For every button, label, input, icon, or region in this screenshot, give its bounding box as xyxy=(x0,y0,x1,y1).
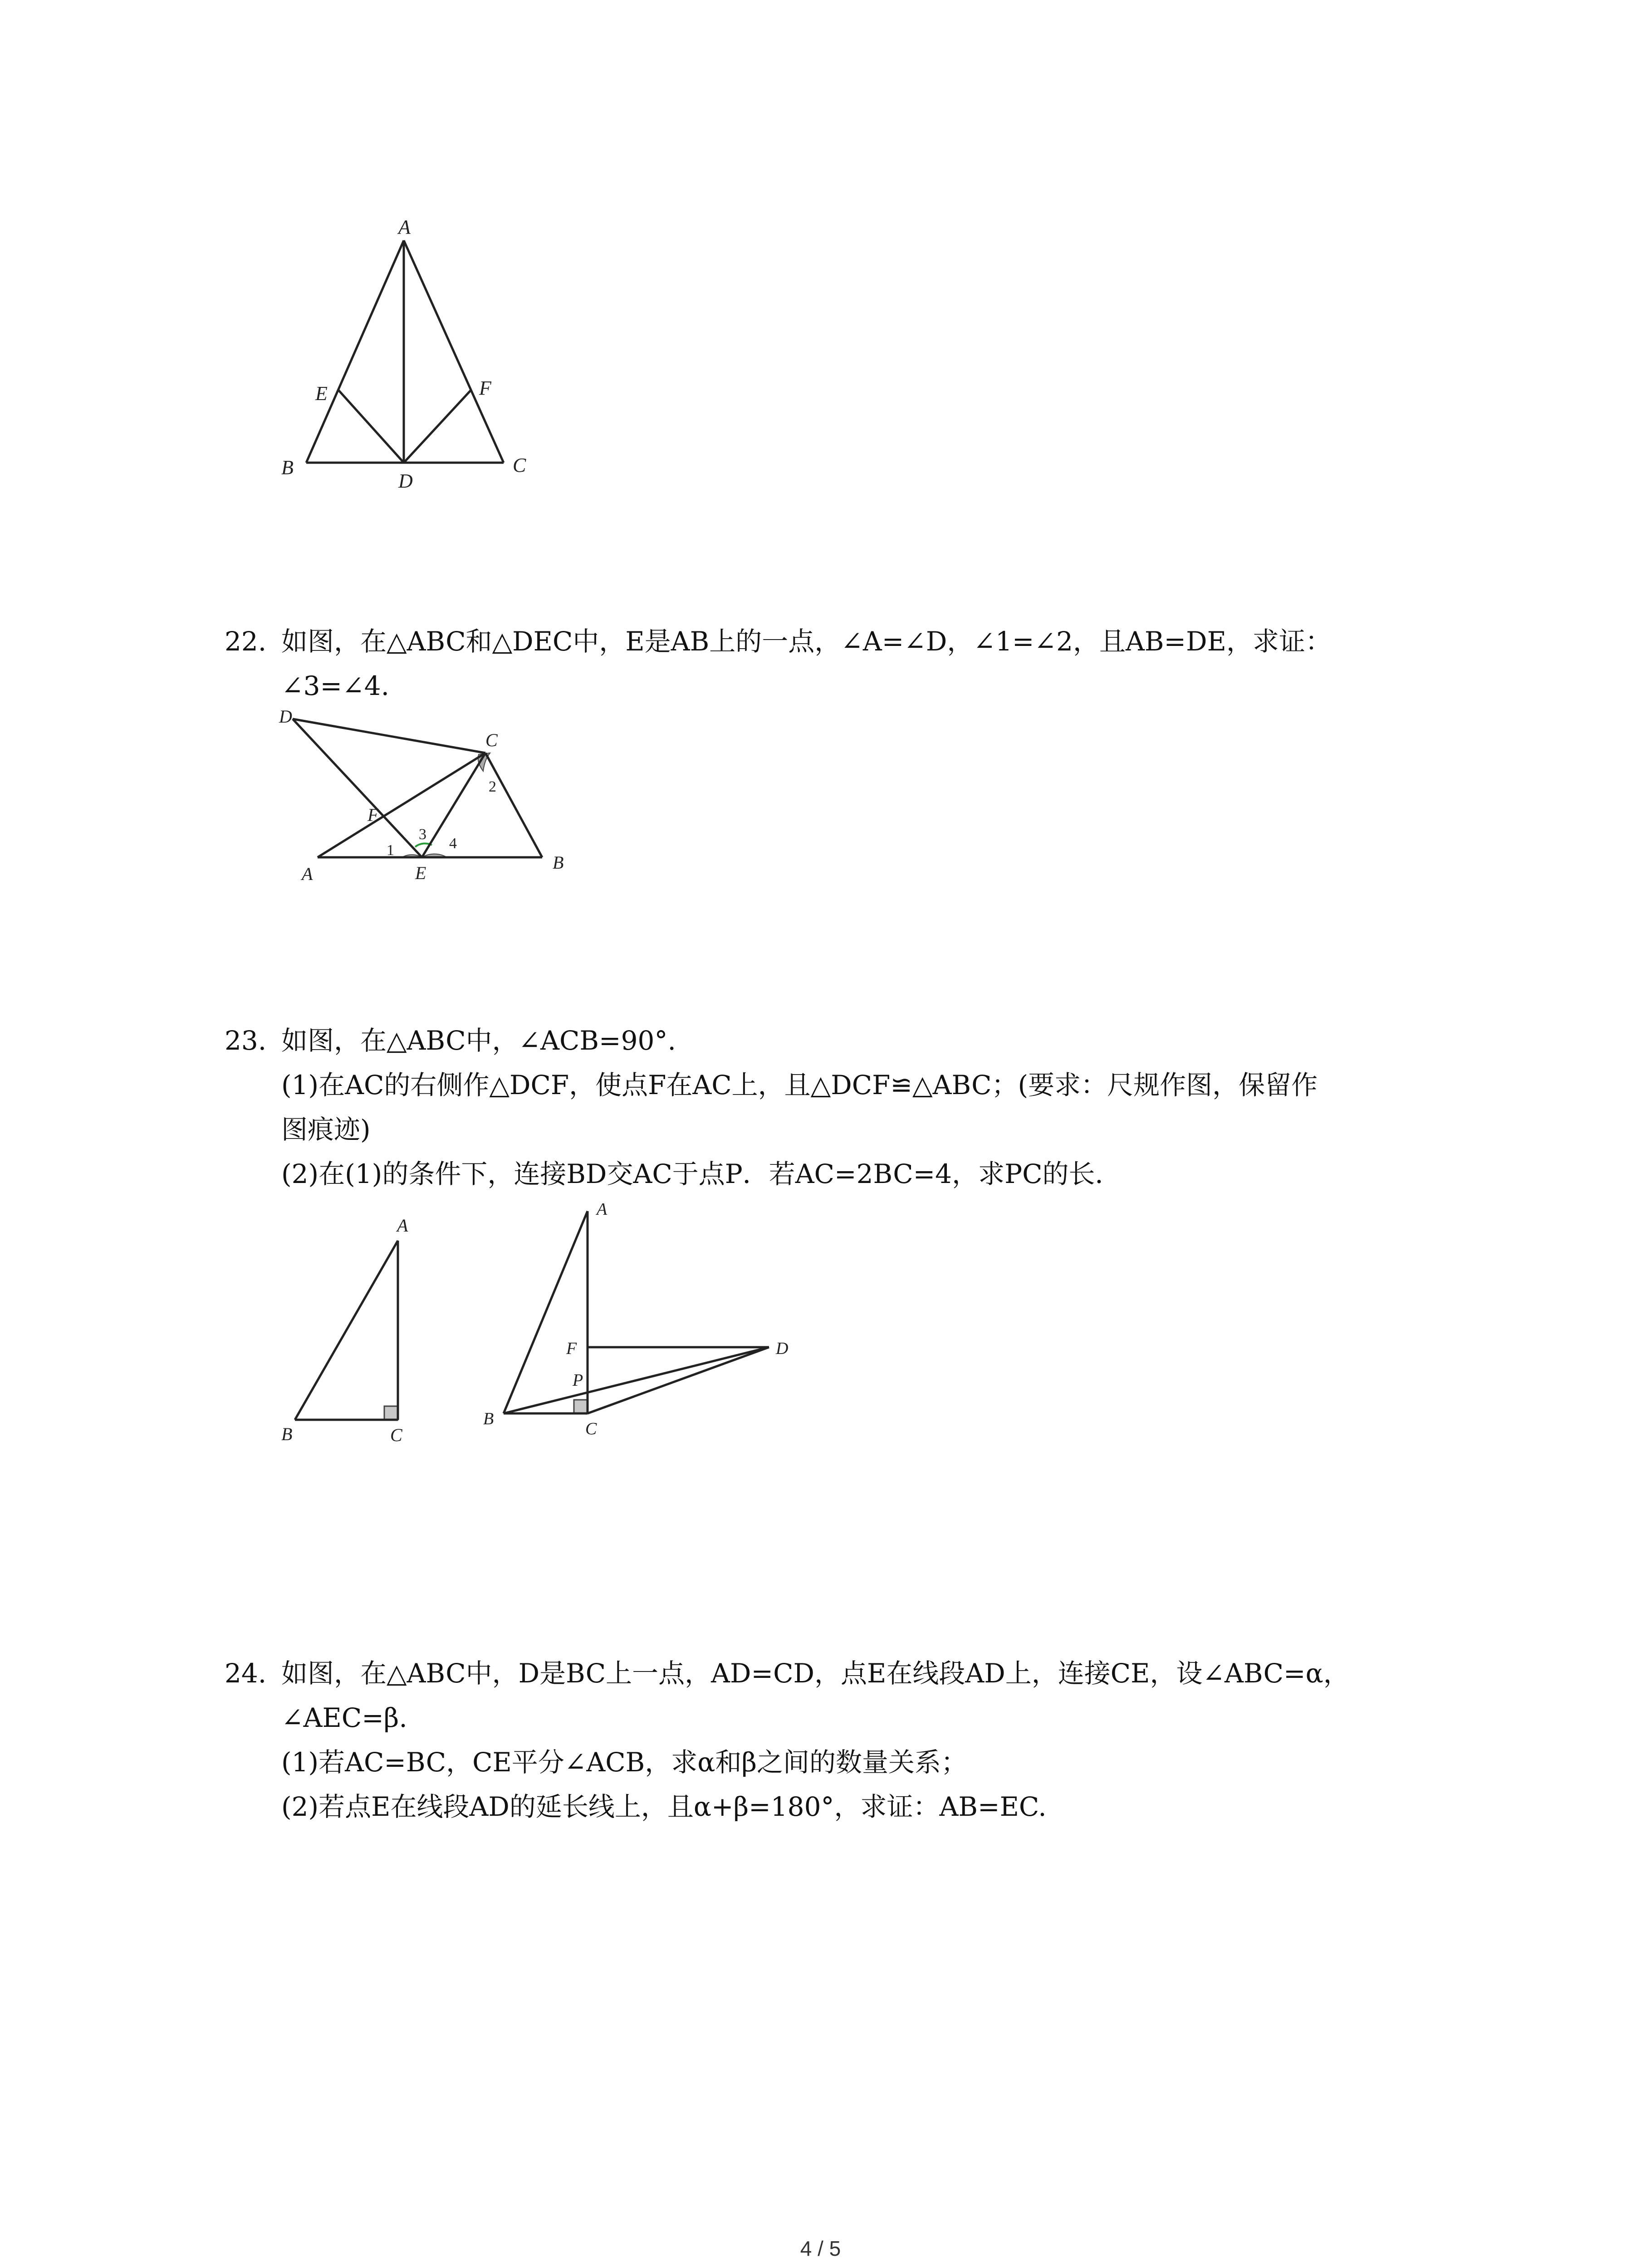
label-A: A xyxy=(597,1200,607,1219)
label-C: C xyxy=(485,730,498,750)
right-angle-mark xyxy=(574,1400,588,1413)
label-angle-2: 2 xyxy=(489,778,496,795)
problem-22-line1: 22. 如图，在△ABC和△DEC中，E是AB上的一点，∠A=∠D，∠1=∠2，且AB=DE，求证： xyxy=(225,619,1450,664)
label-C: C xyxy=(513,454,526,476)
label-F: F xyxy=(367,805,379,825)
line-DE xyxy=(293,719,422,857)
line-CD xyxy=(588,1347,769,1413)
problem-22 xyxy=(225,619,1450,708)
problem-24-line3: (1)若AC=BC，CE平分∠ACB，求α和β之间的数量关系； xyxy=(281,1747,967,1778)
line-DC xyxy=(293,719,485,753)
label-F: F xyxy=(479,377,491,399)
problem-23 xyxy=(225,1018,1450,1196)
label-B: B xyxy=(281,1424,293,1444)
line-AB xyxy=(306,240,404,463)
label-A: A xyxy=(397,1216,408,1236)
label-A: A xyxy=(302,864,313,884)
problem-22-line2: ∠3=∠4. xyxy=(281,670,390,701)
figure-23-left xyxy=(268,1216,431,1452)
page-number: 4 / 5 xyxy=(800,2237,841,2260)
problem-24-number: 24. xyxy=(225,1658,267,1689)
label-angle-3: 3 xyxy=(419,826,426,843)
figure-23-left-svg xyxy=(268,1216,431,1452)
problem-23-line2: (1)在AC的右侧作△DCF，使点F在AC上，且△DCF≌△ABC；(要求：尺规作图，保留作 xyxy=(281,1070,1318,1100)
label-P: P xyxy=(573,1371,583,1390)
label-B: B xyxy=(483,1409,494,1428)
line-AC xyxy=(318,753,485,857)
label-E: E xyxy=(315,382,328,405)
line-AB xyxy=(295,1241,398,1420)
label-F: F xyxy=(566,1339,577,1358)
label-angle-4: 4 xyxy=(449,835,457,852)
figure-22 xyxy=(268,701,594,891)
problem-24-line4: (2)若点E在线段AD的延长线上，且α+β=180°，求证：AB=EC. xyxy=(281,1791,1047,1822)
label-B: B xyxy=(553,852,564,873)
problem-23-number: 23. xyxy=(225,1025,267,1056)
label-B: B xyxy=(281,456,294,479)
line-BD xyxy=(504,1347,769,1413)
line-BC xyxy=(485,753,542,857)
figure-21 xyxy=(254,209,572,499)
problem-23-line1: 23. 如图，在△ABC中，∠ACB=90°. xyxy=(225,1018,1450,1063)
line-FD xyxy=(404,390,471,463)
line-AC xyxy=(404,240,504,463)
label-A: A xyxy=(398,216,411,238)
problem-24-line1: 24. 如图，在△ABC中，D是BC上一点，AD=CD，点E在线段AD上，连接CE，设∠ABC=α， xyxy=(225,1651,1450,1696)
problem-22-number: 22. xyxy=(225,626,267,657)
label-D: D xyxy=(398,470,413,492)
figure-23-right-svg xyxy=(472,1193,798,1456)
figure-21-svg xyxy=(254,209,572,499)
problem-23-line3: 图痕迹) xyxy=(281,1114,371,1145)
label-angle-1: 1 xyxy=(387,842,394,859)
problem-24 xyxy=(225,1651,1450,1829)
problem-24-line2: ∠AEC=β. xyxy=(281,1702,407,1733)
problem-23-line4: (2)在(1)的条件下，连接BD交AC于点P．若AC=2BC=4，求PC的长． xyxy=(281,1158,1122,1189)
label-D: D xyxy=(279,706,292,727)
figure-23-right xyxy=(472,1193,798,1456)
label-E: E xyxy=(415,863,426,883)
label-C: C xyxy=(585,1419,597,1438)
right-angle-mark xyxy=(384,1406,398,1420)
line-ED xyxy=(338,390,404,463)
label-D: D xyxy=(776,1339,789,1358)
figure-22-svg xyxy=(268,701,594,891)
label-C: C xyxy=(390,1425,402,1445)
